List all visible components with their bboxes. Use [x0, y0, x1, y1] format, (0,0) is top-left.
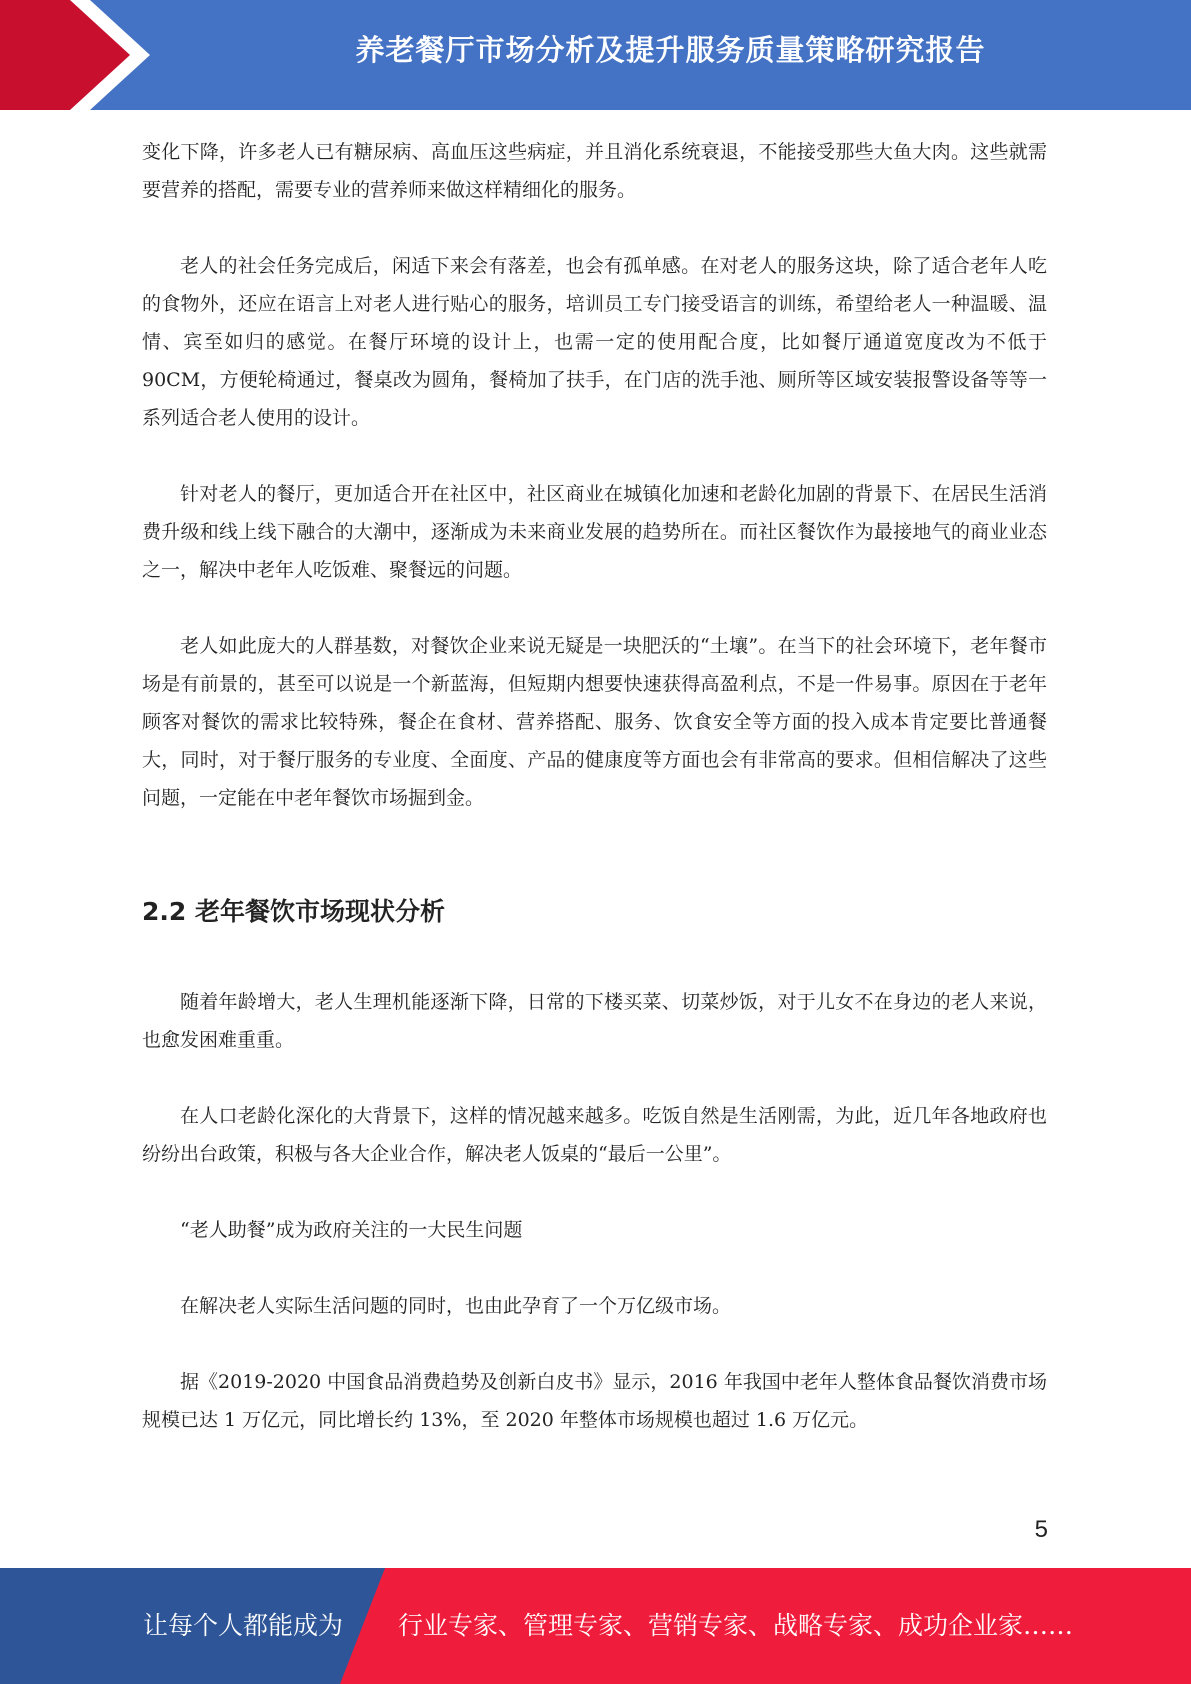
footer-slogan-right: 行业专家、管理专家、营销专家、战略专家、成功企业家…… [398, 1611, 1074, 1640]
paragraph-market-prospect: 老人如此庞大的人群基数，对餐饮企业来说无疑是一块肥沃的“土壤”。在当下的社会环境下，老年餐市场是有前景的，甚至可以说是一个新蓝海，但短期内想要快速获得高盈利点，不是一件易事。原因在于老年顾客对餐饮的需求比较特殊，餐企在食材、营养搭配、服务、饮食安全等方面的投入成本肯定要比普通餐大，同时，对于餐厅服务的专业度、全面度、产品的健康度等方面也会有非常高的要求。但相信解决了这些问题，一定能在中老年餐饮市场掘到金。 [142, 635, 1047, 809]
paragraph-community: 针对老人的餐厅，更加适合开在社区中，社区商业在城镇化加速和老龄化加剧的背景下、在居民生活消费升级和线上线下融合的大潮中，逐渐成为未来商业发展的趋势所在。而社区餐饮作为最接地气的商业业态之一，解决中老年人吃饭难、聚餐远的问题。 [142, 483, 1047, 581]
paragraph-whitepaper: 据《2019-2020 中国食品消费趋势及创新白皮书》显示，2016 年我国中老年人整体食品餐饮消费市场规模已达 1 万亿元，同比增长约 13%，至 2020 年整体市场规模也超过 1.6 万亿元。 [142, 1371, 1047, 1431]
paragraph-service: 老人的社会任务完成后，闲适下来会有落差，也会有孤单感。在对老人的服务这块，除了适合老年人吃的食物外，还应在语言上对老人进行贴心的服务，培训员工专门接受语言的训练，希望给老人一种温暖、温情、宾至如归的感觉。在餐厅环境的设计上，也需一定的使用配合度，比如餐厅通道宽度改为不低于90CM，方便轮椅通过，餐桌改为圆角，餐椅加了扶手，在门店的洗手池、厕所等区域安装报警设备等等一系列适合老人使用的设计。 [142, 255, 1047, 429]
page-content [142, 133, 1047, 1439]
footer-slogan-left: 让每个人都能成为 [143, 1611, 344, 1640]
section-heading: 2.2 老年餐饮市场现状分析 [142, 897, 445, 926]
paragraph-meal-assistance: “老人助餐”成为政府关注的一大民生问题 [180, 1219, 523, 1241]
paragraph-trillion-market: 在解决老人实际生活问题的同时，也由此孕育了一个万亿级市场。 [180, 1295, 732, 1317]
paragraph-continued: 变化下降，许多老人已有糖尿病、高血压这些病症，并且消化系统衰退，不能接受那些大鱼大肉。这些就需要营养的搭配，需要专业的营养师来做这样精细化的服务。 [142, 141, 1047, 201]
header-chevron-arrow [0, 0, 140, 110]
page-header [0, 0, 1191, 110]
page-number: 5 [1034, 1516, 1048, 1543]
paragraph-policy: 在人口老龄化深化的大背景下，这样的情况越来越多。吃饭自然是生活刚需，为此，近几年各地政府也纷纷出台政策，积极与各大企业合作，解决老人饭桌的“最后一公里”。 [142, 1105, 1047, 1165]
report-title: 养老餐厅市场分析及提升服务质量策略研究报告 [355, 33, 986, 67]
page-footer [0, 1568, 1191, 1684]
paragraph-aging: 随着年龄增大，老人生理机能逐渐下降，日常的下楼买菜、切菜炒饭，对于儿女不在身边的老人来说，也愈发困难重重。 [142, 991, 1047, 1051]
